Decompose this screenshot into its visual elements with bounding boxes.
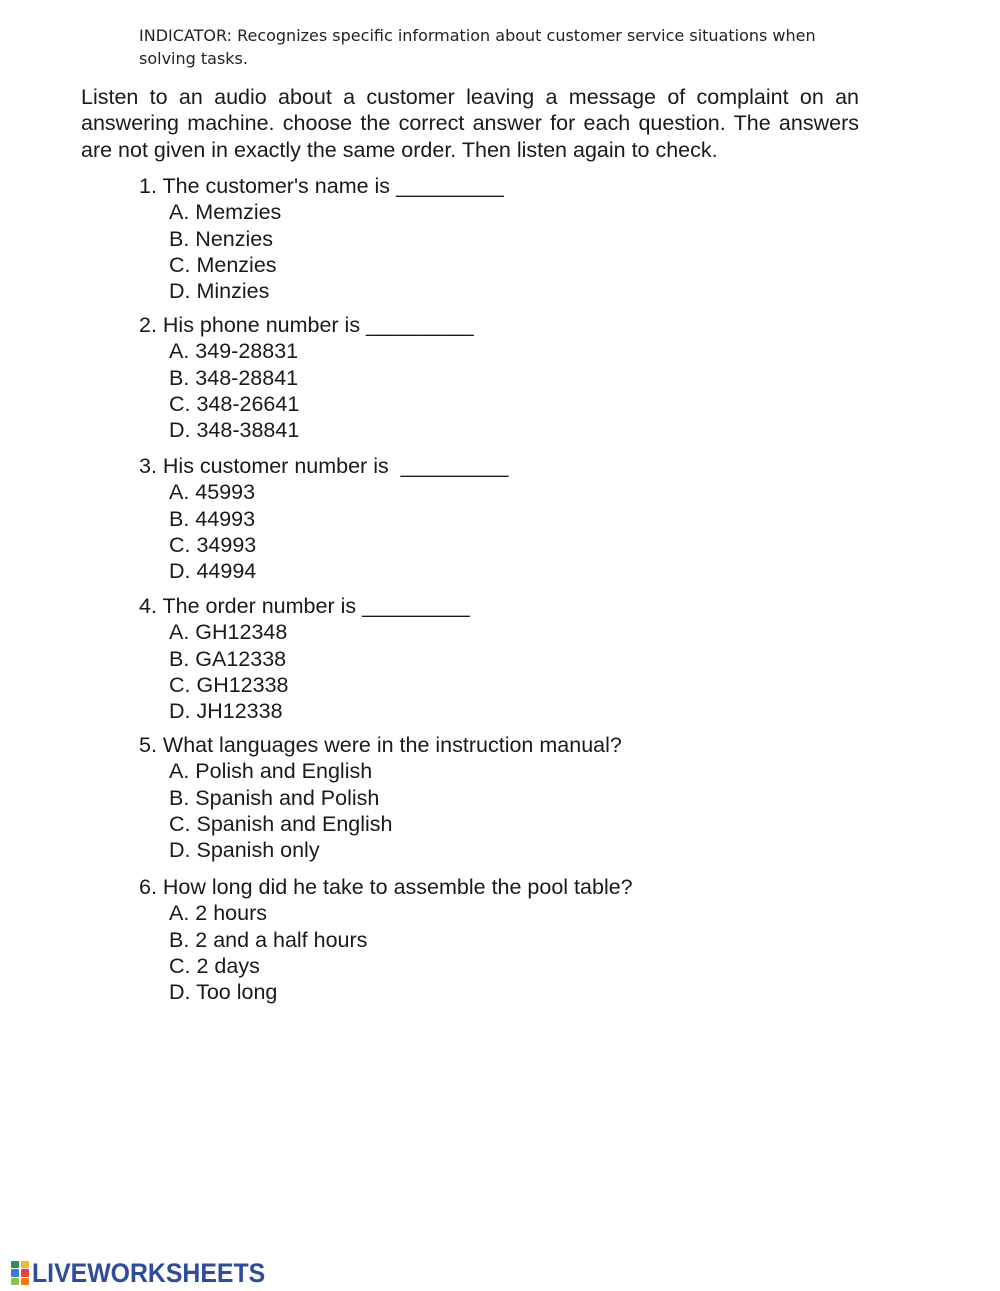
question-text: 2. His phone number is _________ bbox=[139, 313, 474, 337]
option-list bbox=[139, 619, 859, 724]
logo-tile bbox=[21, 1269, 30, 1276]
question-3 bbox=[139, 453, 859, 584]
option-b: B. 44993 bbox=[169, 506, 256, 531]
question-text: 5. What languages were in the instruction manual? bbox=[139, 733, 622, 757]
logo-tile bbox=[11, 1269, 20, 1276]
option-a: A. GH12348 bbox=[169, 620, 288, 645]
option-a: A. 349-28831 bbox=[169, 339, 299, 364]
liveworksheets-logo-icon bbox=[10, 1260, 30, 1286]
option-d: D. Spanish only bbox=[169, 838, 320, 863]
option-b: B. Nenzies bbox=[169, 226, 273, 251]
option-list bbox=[139, 199, 859, 304]
question-4 bbox=[139, 593, 859, 724]
option-b: B. 2 and a half hours bbox=[169, 927, 368, 952]
option-c: C. Menzies bbox=[169, 252, 277, 277]
question-2 bbox=[139, 312, 859, 443]
logo-tile bbox=[21, 1261, 30, 1268]
option-list bbox=[139, 758, 859, 863]
liveworksheets-logo bbox=[10, 1258, 286, 1288]
instructions-text: Listen to an audio about a customer leaving a message of complaint on an answering machine. choose the correct answer for each question. The answers are not given in exactly the same order. Then listen again to check. bbox=[81, 85, 859, 162]
question-text: 1. The customer's name is _________ bbox=[139, 174, 504, 198]
logo-tile bbox=[11, 1278, 20, 1285]
option-b: B. 348-28841 bbox=[169, 365, 299, 390]
option-b: B. GA12338 bbox=[169, 646, 287, 671]
option-c: C. GH12338 bbox=[169, 672, 289, 697]
option-b: B. Spanish and Polish bbox=[169, 785, 380, 810]
option-a: A. 45993 bbox=[169, 480, 256, 505]
question-6 bbox=[139, 874, 859, 1005]
option-d: D. JH12338 bbox=[169, 699, 283, 724]
option-c: C. 2 days bbox=[169, 953, 260, 978]
option-d: D. 348-38841 bbox=[169, 418, 300, 443]
logo-text: LIVEWORKSHEETS bbox=[32, 1257, 266, 1288]
logo-tile bbox=[11, 1261, 20, 1268]
question-text: 4. The order number is _________ bbox=[139, 594, 470, 618]
option-list bbox=[139, 479, 859, 584]
question-text: 3. His customer number is _________ bbox=[139, 454, 509, 478]
option-list bbox=[139, 338, 859, 443]
option-list bbox=[139, 900, 859, 1005]
option-c: C. 34993 bbox=[169, 532, 257, 557]
logo-tile bbox=[21, 1278, 30, 1285]
option-d: D. Minzies bbox=[169, 279, 270, 304]
option-c: C. Spanish and English bbox=[169, 811, 393, 836]
option-a: A. Memzies bbox=[169, 200, 282, 225]
question-1 bbox=[139, 173, 859, 304]
question-5 bbox=[139, 732, 859, 863]
indicator-text: INDICATOR: Recognizes specific information about customer service situations when solving tasks. bbox=[139, 26, 816, 68]
question-text: 6. How long did he take to assemble the pool table? bbox=[139, 875, 633, 899]
option-d: D. 44994 bbox=[169, 559, 257, 584]
option-d: D. Too long bbox=[169, 980, 278, 1005]
option-a: A. 2 hours bbox=[169, 901, 267, 926]
option-a: A. Polish and English bbox=[169, 759, 373, 784]
option-c: C. 348-26641 bbox=[169, 391, 300, 416]
